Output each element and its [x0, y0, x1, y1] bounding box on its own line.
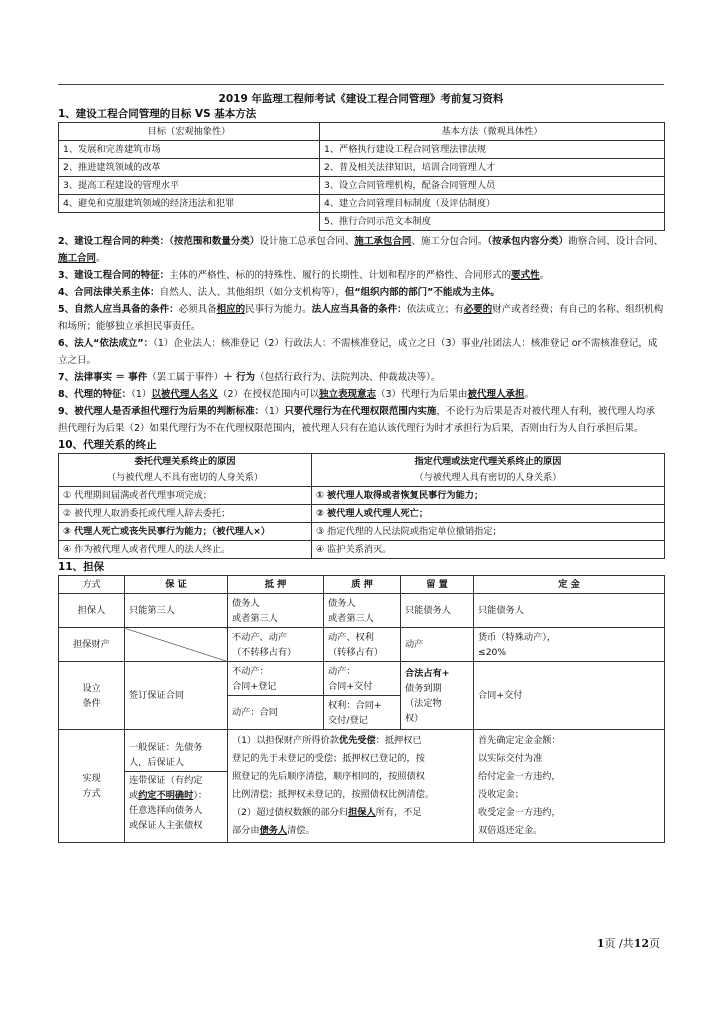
goal-item: 2、推进建筑领域的改革	[59, 159, 320, 177]
entrusted-agency-header	[59, 454, 312, 487]
realize-guarantee	[125, 730, 228, 843]
s8-text: （1）	[131, 389, 152, 400]
cell-line: 动产：	[328, 665, 356, 677]
s2-bold: （按承包内容分类）	[487, 236, 569, 247]
s4-text: 自然人、法人、其他组织（如分支机构等），	[159, 287, 345, 298]
s8-underline: 独立表现意志	[318, 389, 376, 400]
s2-text: 、施工分包合同。	[411, 236, 488, 247]
termination-item: ① 代理期间届满或者代理事项完成；	[59, 487, 312, 505]
termination-item: ① 被代理人取得或者恢复民事行为能力；	[312, 487, 665, 505]
cell-text: ）：	[193, 789, 208, 801]
cell-line	[129, 788, 223, 803]
goal-item: 1、发展和完善建筑市场	[59, 141, 320, 159]
s8-text: 。	[524, 389, 535, 400]
establish-pledge-movable	[324, 662, 401, 696]
cell-text: 部分由	[232, 825, 260, 836]
statutory-header-note: （与被代理人具有密切的人身关系）	[414, 472, 562, 483]
s3-text: 。	[539, 270, 550, 281]
property-lien: 动产	[401, 628, 474, 662]
establish-deposit: 合同+交付	[474, 662, 665, 730]
s3-bold: 3、建设工程合同的特征：	[58, 270, 170, 281]
s7-text: （罢工属于事件）	[147, 372, 224, 383]
method-item: 5、推行合同示范文本制度	[320, 213, 665, 231]
cell-line	[232, 732, 469, 750]
s6-bold: 6、法人“依法成立”：	[58, 338, 154, 349]
statutory-header-title: 指定代理或法定代理关系终止的原因	[414, 456, 562, 467]
col-header-pledge: 质 押	[324, 576, 401, 594]
s9-bold: 只要代理行为在代理权限范围内实施	[284, 406, 437, 417]
establish-lien	[401, 662, 474, 730]
footer-text: 页	[649, 937, 660, 950]
agency-termination-table	[58, 453, 665, 559]
row-label-property: 担保财产	[59, 628, 125, 662]
col-header-deposit: 定 金	[474, 576, 665, 594]
general-guarantee	[125, 739, 227, 772]
termination-item: ② 被代理人取消委托或代理人辞去委托；	[59, 505, 312, 523]
cell-line: ≤20%	[478, 646, 507, 658]
s2-underline: 施工承包合同	[354, 236, 412, 247]
guarantor-lien: 只能债务人	[401, 594, 474, 628]
s5-bold: 5、自然人应当具备的条件：	[58, 304, 179, 315]
cell-line: 条件	[82, 697, 101, 709]
s4-bold: 但“组织内部的部门”不能成为主体。	[344, 287, 500, 298]
s5-text: 依法成立；有	[406, 304, 464, 315]
cell-line: （不转移占有）	[232, 646, 297, 658]
page-number: 1	[596, 937, 605, 950]
s7-bold: ＋ 行为	[223, 372, 256, 383]
cell-line: 给付定金一方违约，	[478, 771, 561, 782]
goals-header: 目标（宏观抽象性）	[59, 123, 320, 141]
method-item: 2、普及相关法律知识，培训合同管理人才	[320, 159, 665, 177]
col-header-lien: 留 置	[401, 576, 474, 594]
goal-item: 3、提高工程建设的管理水平	[59, 177, 320, 195]
property-mortgage	[228, 628, 324, 662]
cell-line: 合同+登记	[232, 680, 277, 692]
row-label-establish	[59, 662, 125, 730]
cell-line: 不动产：	[232, 665, 269, 677]
cell-line: 登记的先于未登记的受偿；抵押权已登记的，按	[232, 753, 425, 764]
cell-text: 清偿。	[287, 825, 315, 836]
section-6	[58, 335, 664, 369]
section-2	[58, 233, 664, 267]
cell-line: 双倍返还定金。	[478, 825, 543, 836]
s5-text: 财产或者经费；有自己的名称、组织机构和场所；能够独立承担民事责任。	[58, 304, 664, 332]
statutory-agency-header	[312, 454, 665, 487]
empty-cell	[59, 213, 320, 231]
cell-line: 以实际交付为准	[478, 753, 543, 764]
cell-line: 债务到期	[405, 682, 442, 694]
property-pledge	[324, 628, 401, 662]
cell-text: 优先受偿	[338, 735, 376, 746]
s5-underline: 必要的	[463, 304, 493, 315]
col-header-method: 方式	[59, 576, 125, 594]
footer-text: 页 /共	[604, 937, 634, 950]
s5-underline: 相应的	[216, 304, 246, 315]
s5-bold: 法人应当具备的条件：	[311, 304, 407, 315]
header-rule	[58, 84, 664, 85]
section-8	[58, 386, 664, 403]
page-footer	[597, 935, 660, 951]
establish-mortgage-immovable	[228, 662, 324, 696]
cell-line: 或者第三人	[232, 612, 278, 624]
document-page	[58, 84, 664, 843]
goals-methods-table	[58, 122, 665, 231]
cell-line: 或保证人主张债权	[129, 819, 203, 831]
section-1-heading: 1、建设工程合同管理的目标 VS 基本方法	[58, 108, 257, 120]
section-9	[58, 403, 664, 437]
cell-line: 货币（特殊动产），	[478, 631, 557, 643]
cell-line: 首先确定定金金额：	[478, 735, 561, 746]
section-3	[58, 267, 664, 284]
methods-header: 基本方法（微观具体性）	[320, 123, 665, 141]
cell-line: 权利：合同+	[328, 699, 382, 711]
entrusted-header-title: 委托代理关系终止的原因	[134, 456, 236, 467]
s2-text: 勘察合同、设计合同、	[568, 236, 664, 247]
s7-bold: 7、法律事实 ＝ 事件	[58, 372, 148, 383]
section-4	[58, 284, 664, 301]
cell-line: 人，后保证人	[129, 756, 185, 768]
cell-line: 照登记的先后顺序清偿，顺序相同的，按照债权	[232, 771, 425, 782]
cell-line: 没收定金；	[478, 789, 524, 800]
cell-line: 比例清偿；抵押权未登记的，按照债权比例清偿。	[232, 789, 435, 800]
cell-line: 动产、权利	[328, 631, 374, 643]
s2-text: 。	[96, 253, 106, 264]
section-10-heading: 10、代理关系的终止	[58, 439, 157, 451]
cell-line: 债务人	[232, 597, 260, 609]
cell-text: 约定不明确时	[138, 789, 194, 801]
cell-line: 权）	[405, 712, 424, 724]
guarantor-mortgage	[228, 594, 324, 628]
s2-text: 设计施工总承包合同、	[259, 236, 355, 247]
section-7	[58, 369, 664, 386]
cell-text: 债务人	[259, 825, 288, 836]
termination-item: ③ 指定代理的人民法院或指定单位撤销指定；	[312, 523, 665, 541]
cell-line: 实现	[82, 773, 101, 784]
s7-text: （包括行政行为、法院判决、仲裁裁决等）。	[255, 372, 441, 383]
cell-line: 债务人	[328, 597, 356, 609]
s5-text: 必须具备	[178, 304, 217, 315]
row-label-realize	[59, 730, 125, 843]
s2-bold: 2、建设工程合同的种类：（按范围和数量分类）	[58, 236, 260, 247]
cell-line: （法定物	[405, 697, 442, 709]
realize-deposit	[474, 730, 665, 843]
s8-bold: 8、代理的特征：	[58, 389, 132, 400]
s9-text: （1）	[264, 406, 285, 417]
realize-mortgage-pledge-lien	[228, 730, 474, 843]
cell-line: 不动产、动产	[232, 631, 288, 643]
cell-line: （转移占有）	[328, 646, 384, 658]
s6-text: （1）企业法人：核准登记（2）行政法人：不需核准登记，成立之日（3）事业/社团法人：核准登记 or不需核准登记，成立之日。	[58, 338, 658, 366]
termination-item: ② 被代理人或代理人死亡；	[312, 505, 665, 523]
cell-line	[232, 804, 469, 822]
s9-bold: 9、被代理人是否承担代理行为后果的判断标准：	[58, 406, 265, 417]
establish-mortgage-movable: 动产：合同	[228, 696, 324, 730]
row-label-guarantor: 担保人	[59, 594, 125, 628]
establish-guarantee: 签订保证合同	[125, 662, 228, 730]
document-title: 2019 年监理工程师考试《建设工程合同管理》考前复习资料	[218, 93, 504, 105]
termination-item: ④ 作为被代理人或者代理人的法人终止。	[59, 541, 312, 559]
s8-text: （3）代理行为后果由	[376, 389, 468, 400]
entrusted-header-note: （与被代理人不具有密切的人身关系）	[106, 472, 264, 483]
section-11-heading: 11、担保	[58, 561, 105, 573]
s2-underline: 施工合同	[58, 253, 97, 264]
cell-line: 或者第三人	[328, 612, 374, 624]
s9-text: ，不论行为后果是否对被代理人有利，被代理人均承担代理行为后果（2）如果代理行为不在代理权限范围内，被代理人只有在追认该代理行为时才承担行为后果，否则由行为人自行承担后果。	[58, 406, 655, 434]
col-header-guarantee: 保 证	[125, 576, 228, 594]
cell-text: （2）超过债权数额的部分归	[232, 807, 349, 818]
section-5	[58, 301, 664, 335]
cell-text: （1）以担保财产所得价款	[232, 735, 339, 746]
s3-underline: 要式性	[511, 270, 540, 281]
guarantor-guarantee: 只能第三人	[125, 594, 228, 628]
cell-text: ：抵押权已	[375, 735, 422, 746]
cell-line: 收受定金一方违约，	[478, 807, 561, 818]
diagonal-empty-cell	[125, 628, 228, 662]
guarantor-pledge	[324, 594, 401, 628]
cell-text: 担保人	[348, 807, 376, 818]
method-item: 4、建立合同管理目标制度（及评估制度）	[320, 195, 665, 213]
cell-line	[232, 822, 469, 840]
s8-underline: 被代理人承担	[467, 389, 525, 400]
termination-item: ③ 代理人死亡或丧失民事行为能力；（被代理人×）	[59, 523, 312, 541]
method-item: 1、严格执行建设工程合同管理法律法规	[320, 141, 665, 159]
goal-item: 4、避免和克服建筑领域的经济违法和犯罪	[59, 195, 320, 213]
s8-text: （2）在授权范围内可以	[217, 389, 319, 400]
total-pages: 12	[633, 937, 649, 950]
guarantor-deposit: 只能债务人	[474, 594, 665, 628]
guarantee-table	[58, 575, 665, 843]
s8-underline: 以被代理人名义	[151, 389, 218, 400]
cell-text: 所有，不足	[375, 807, 422, 818]
cell-line: 合同+交付	[328, 680, 373, 692]
cell-line: 一般保证：先债务	[129, 741, 203, 753]
establish-pledge-right	[324, 696, 401, 730]
cell-line: 设立	[82, 682, 101, 694]
cell-line: 连带保证（有约定	[129, 774, 203, 786]
cell-line: 交付/登记	[328, 714, 368, 726]
cell-line: 方式	[82, 788, 101, 799]
s4-bold: 4、合同法律关系主体：	[58, 287, 160, 298]
cell-line: 合法占有+	[405, 667, 450, 679]
cell-text: 或	[129, 789, 139, 801]
col-header-mortgage: 抵 押	[228, 576, 324, 594]
s5-text: 民事行为能力。	[245, 304, 312, 315]
termination-item: ④ 监护关系消灭。	[312, 541, 665, 559]
joint-guarantee	[125, 772, 227, 834]
method-item: 3、设立合同管理机构，配备合同管理人员	[320, 177, 665, 195]
property-deposit	[474, 628, 665, 662]
s3-text: 主体的严格性、标的的特殊性、履行的长期性、计划和程序的严格性、合同形式的	[169, 270, 512, 281]
cell-line: 任意选择向债务人	[129, 804, 203, 816]
